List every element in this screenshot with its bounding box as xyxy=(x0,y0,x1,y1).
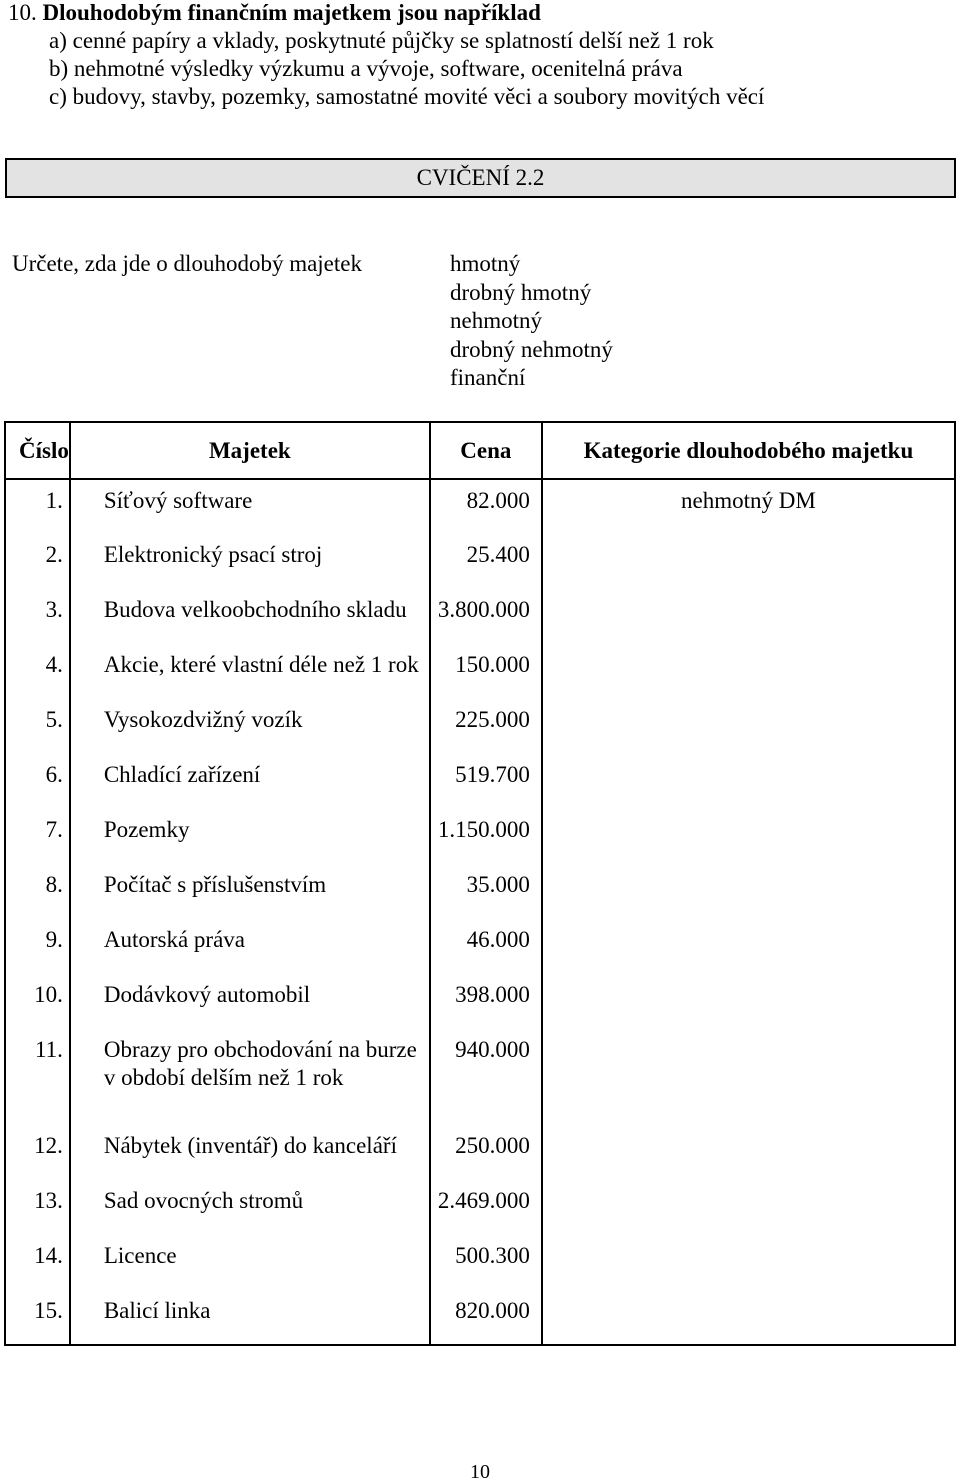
asset-name-line: Dodávkový automobil xyxy=(103,982,311,1007)
row-price: 820.000 xyxy=(430,1290,542,1345)
row-number: 12. xyxy=(5,1125,70,1180)
row-price: 46.000 xyxy=(430,919,542,974)
row-price: 25.400 xyxy=(430,534,542,589)
row-asset-name xyxy=(70,1125,430,1180)
row-asset-name xyxy=(70,1029,430,1125)
row-number: 11. xyxy=(5,1029,70,1125)
option-b: b) nehmotné výsledky výzkumu a vývoje, software, ocenitelná práva xyxy=(49,56,683,81)
table-row xyxy=(5,589,955,644)
row-category xyxy=(542,1125,955,1180)
asset-name-line: Síťový software xyxy=(103,488,253,513)
row-asset-name xyxy=(70,1235,430,1290)
asset-name-line: Vysokozdvižný vozík xyxy=(103,707,303,732)
row-price: 940.000 xyxy=(430,1029,542,1125)
row-asset-name xyxy=(70,534,430,589)
table-header-row xyxy=(5,422,955,479)
row-asset-name xyxy=(70,864,430,919)
row-price: 35.000 xyxy=(430,864,542,919)
question-title xyxy=(8,0,541,27)
question-number: 10. xyxy=(8,0,37,25)
table-row xyxy=(5,974,955,1029)
asset-name-line: Počítač s příslušenstvím xyxy=(103,872,327,897)
row-category xyxy=(542,1290,955,1345)
header-category: Kategorie dlouhodobého majetku xyxy=(542,422,955,479)
asset-name-line: Elektronický psací stroj xyxy=(103,542,323,567)
row-price: 3.800.000 xyxy=(430,589,542,644)
category-item: drobný hmotný xyxy=(450,279,592,305)
row-category xyxy=(542,809,955,864)
row-category xyxy=(542,1180,955,1235)
row-price: 519.700 xyxy=(430,754,542,809)
asset-name-line: Autorská práva xyxy=(103,927,245,952)
table-row xyxy=(5,1180,955,1235)
asset-name-line: Pozemky xyxy=(103,817,190,842)
table-row xyxy=(5,754,955,809)
row-category xyxy=(542,864,955,919)
table-row xyxy=(5,644,955,699)
category-list xyxy=(450,250,613,393)
row-asset-name xyxy=(70,754,430,809)
row-category xyxy=(542,1235,955,1290)
row-category xyxy=(542,589,955,644)
row-asset-name xyxy=(70,644,430,699)
row-number: 14. xyxy=(5,1235,70,1290)
table-body xyxy=(5,479,955,1345)
table-row xyxy=(5,1235,955,1290)
row-asset-name xyxy=(70,974,430,1029)
table-row xyxy=(5,479,955,534)
exercise-instruction: Určete, zda jde o dlouhodobý majetek xyxy=(12,251,362,276)
row-category xyxy=(542,754,955,809)
row-price: 2.469.000 xyxy=(430,1180,542,1235)
row-price: 82.000 xyxy=(430,479,542,534)
table-row xyxy=(5,919,955,974)
header-number: Číslo xyxy=(5,422,70,479)
row-asset-name xyxy=(70,479,430,534)
row-asset-name xyxy=(70,919,430,974)
row-number: 1. xyxy=(5,479,70,534)
row-number: 6. xyxy=(5,754,70,809)
row-asset-name xyxy=(70,699,430,754)
row-category xyxy=(542,534,955,589)
row-price: 225.000 xyxy=(430,699,542,754)
asset-name-line: v období delším než 1 rok xyxy=(103,1065,344,1090)
category-item: nehmotný xyxy=(450,308,542,333)
table-row xyxy=(5,699,955,754)
row-asset-name xyxy=(70,1290,430,1345)
row-price: 1.150.000 xyxy=(430,809,542,864)
row-category xyxy=(542,699,955,754)
asset-name-line: Chladící zařízení xyxy=(103,762,261,787)
page-number: 10 xyxy=(470,1461,490,1483)
category-item: hmotný xyxy=(450,251,521,276)
row-category xyxy=(542,644,955,699)
table-row xyxy=(5,1290,955,1345)
table-row xyxy=(5,864,955,919)
header-asset: Majetek xyxy=(70,422,430,479)
asset-name-line: Akcie, které vlastní déle než 1 rok xyxy=(103,652,419,677)
row-category: nehmotný DM xyxy=(542,479,955,534)
row-price: 398.000 xyxy=(430,974,542,1029)
row-number: 13. xyxy=(5,1180,70,1235)
asset-name-line: Licence xyxy=(103,1243,177,1268)
row-asset-name xyxy=(70,809,430,864)
category-item: drobný nehmotný xyxy=(450,336,613,362)
table-row xyxy=(5,534,955,589)
row-number: 9. xyxy=(5,919,70,974)
row-price: 150.000 xyxy=(430,644,542,699)
asset-name-line: Budova velkoobchodního skladu xyxy=(103,597,407,622)
row-asset-name xyxy=(70,1180,430,1235)
table-row xyxy=(5,809,955,864)
row-number: 15. xyxy=(5,1290,70,1345)
row-asset-name xyxy=(70,589,430,644)
asset-name-line: Nábytek (inventář) do kanceláří xyxy=(103,1133,397,1158)
row-number: 3. xyxy=(5,589,70,644)
row-number: 10. xyxy=(5,974,70,1029)
question-text: Dlouhodobým finančním majetkem jsou například xyxy=(42,0,541,25)
row-category xyxy=(542,974,955,1029)
row-price: 250.000 xyxy=(430,1125,542,1180)
asset-name-line: Sad ovocných stromů xyxy=(103,1188,304,1213)
option-a: a) cenné papíry a vklady, poskytnuté půjčky se splatností delší než 1 rok xyxy=(49,28,714,53)
row-number: 7. xyxy=(5,809,70,864)
asset-name-line: Balicí linka xyxy=(103,1298,211,1323)
header-price: Cena xyxy=(430,422,542,479)
table-row xyxy=(5,1125,955,1180)
row-number: 5. xyxy=(5,699,70,754)
option-c: c) budovy, stavby, pozemky, samostatné movité věci a soubory movitých věcí xyxy=(49,84,765,109)
row-number: 8. xyxy=(5,864,70,919)
table-row xyxy=(5,1029,955,1125)
category-item: finanční xyxy=(450,365,526,390)
row-number: 2. xyxy=(5,534,70,589)
asset-name-line: Obrazy pro obchodování na burze xyxy=(103,1037,417,1062)
row-number: 4. xyxy=(5,644,70,699)
row-category xyxy=(542,919,955,974)
row-price: 500.300 xyxy=(430,1235,542,1290)
row-category xyxy=(542,1029,955,1125)
assets-table xyxy=(4,421,956,1346)
exercise-banner: CVIČENÍ 2.2 xyxy=(5,158,956,198)
